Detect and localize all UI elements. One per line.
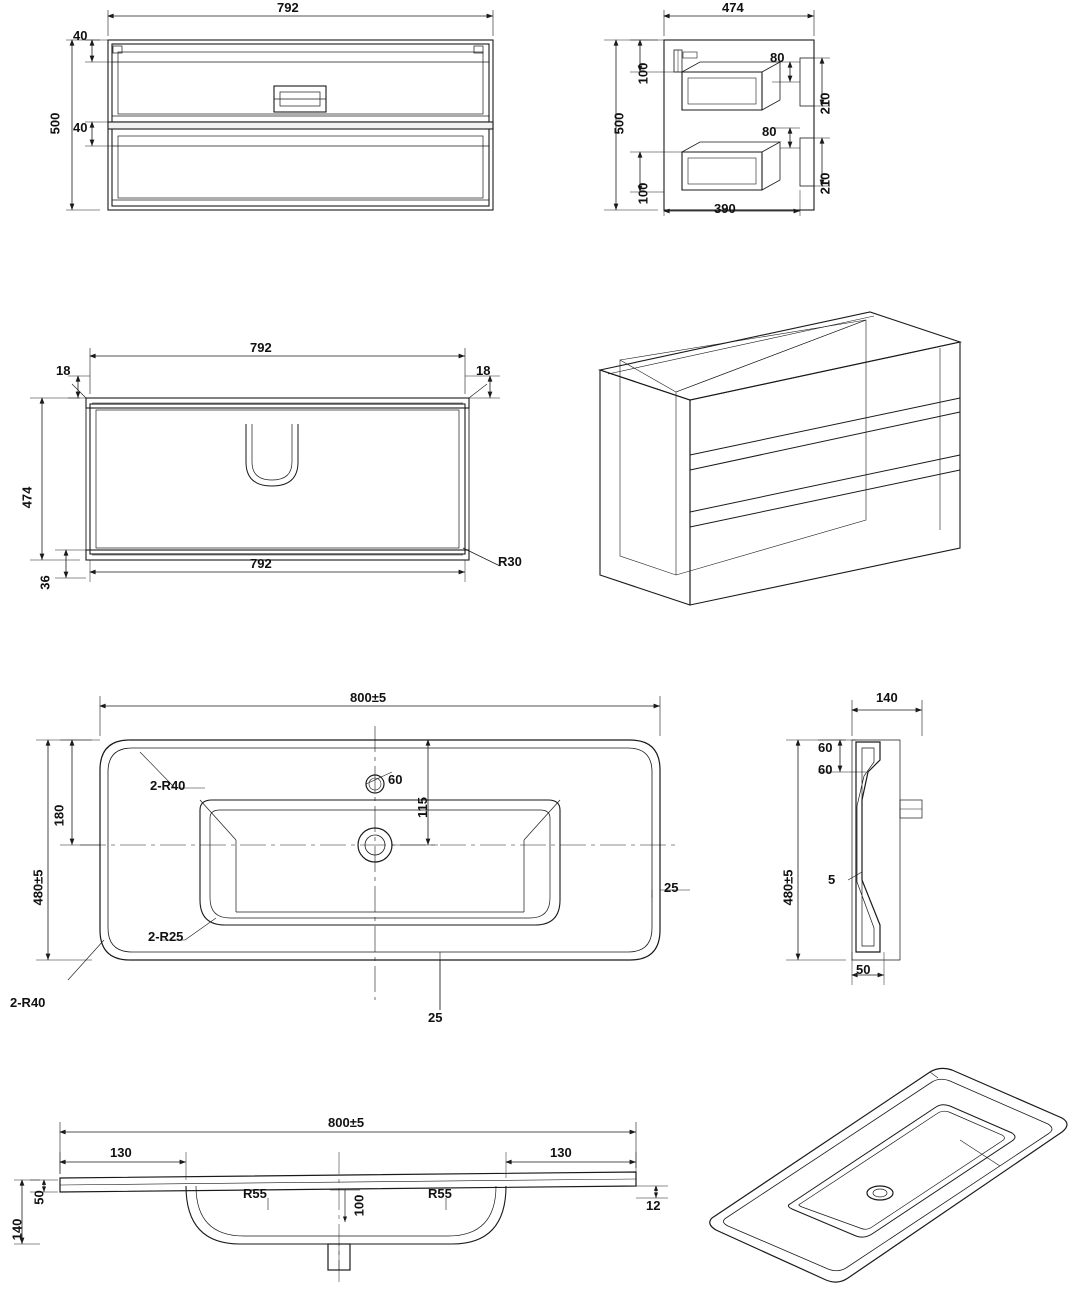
dim-basin-115: 115 — [414, 797, 430, 818]
basin-3d-view — [710, 1068, 1067, 1282]
dim-top-474: 474 — [19, 486, 35, 509]
dim-basin-tap-60: 60 — [388, 772, 403, 787]
dim-side-210-bottom: 210 — [817, 172, 833, 195]
dim-top-r30: R30 — [498, 554, 522, 569]
dim-cabinet-depth-474: 474 — [722, 0, 744, 15]
dim-top-18-right: 18 — [476, 363, 491, 378]
dim-basin-25-right: 25 — [664, 880, 679, 895]
cabinet-3d-view — [600, 312, 960, 605]
dim-top-792-bottom: 792 — [250, 556, 272, 571]
dim-side-100-bottom: 100 — [635, 182, 651, 205]
dim-basin-r55-left: R55 — [243, 1186, 267, 1201]
dim-side-390: 390 — [714, 201, 736, 216]
dim-basin-800: 800±5 — [350, 690, 387, 705]
label-2r40-top: 2-R40 — [150, 778, 186, 793]
dim-cabinet-width-792: 792 — [277, 0, 299, 15]
dim-basin-side-480: 480±5 — [780, 869, 796, 906]
dim-top-18-left: 18 — [56, 363, 71, 378]
dim-basin-bottom-800: 800±5 — [328, 1115, 365, 1130]
dim-basin-50-bottom: 50 — [31, 1190, 47, 1205]
dim-cabinet-height-500: 500 — [47, 112, 63, 135]
dim-top-36: 36 — [37, 575, 53, 590]
basin-plan-view — [36, 696, 690, 1010]
basin-side-section-view — [786, 700, 922, 985]
dim-basin-140-bottom: 140 — [9, 1218, 25, 1241]
dim-cabinet-top-40: 40 — [73, 28, 88, 43]
cabinet-front-view — [66, 10, 493, 210]
dim-cabinet-mid-40: 40 — [73, 120, 88, 135]
dim-side-80-bottom: 80 — [762, 124, 777, 139]
dim-side-80-top: 80 — [770, 50, 785, 65]
dim-basin-130-right: 130 — [550, 1145, 572, 1160]
label-2r25: 2-R25 — [148, 929, 184, 944]
dim-side-100-top: 100 — [635, 62, 651, 85]
dim-side-210-top: 210 — [817, 92, 833, 115]
dim-basin-25-bottom: 25 — [428, 1010, 443, 1025]
dim-basin-r55-right: R55 — [428, 1186, 452, 1201]
cabinet-top-view — [30, 348, 500, 582]
dim-basin-side-140: 140 — [876, 690, 898, 705]
dim-basin-100-bottom: 100 — [351, 1194, 367, 1217]
dim-basin-12: 12 — [646, 1198, 661, 1213]
dim-top-792: 792 — [250, 340, 272, 355]
dim-basin-side-5: 5 — [828, 872, 836, 887]
label-2r40-left: 2-R40 — [10, 995, 46, 1010]
dim-basin-130-left: 130 — [110, 1145, 132, 1160]
dim-basin-side-50: 50 — [856, 962, 871, 977]
dim-basin-180: 180 — [51, 804, 67, 827]
dim-basin-480: 480±5 — [30, 869, 46, 906]
dim-cabinet-side-500: 500 — [611, 112, 627, 135]
dim-basin-side-60a: 60 — [818, 740, 833, 755]
dim-basin-side-60b: 60 — [818, 762, 833, 777]
